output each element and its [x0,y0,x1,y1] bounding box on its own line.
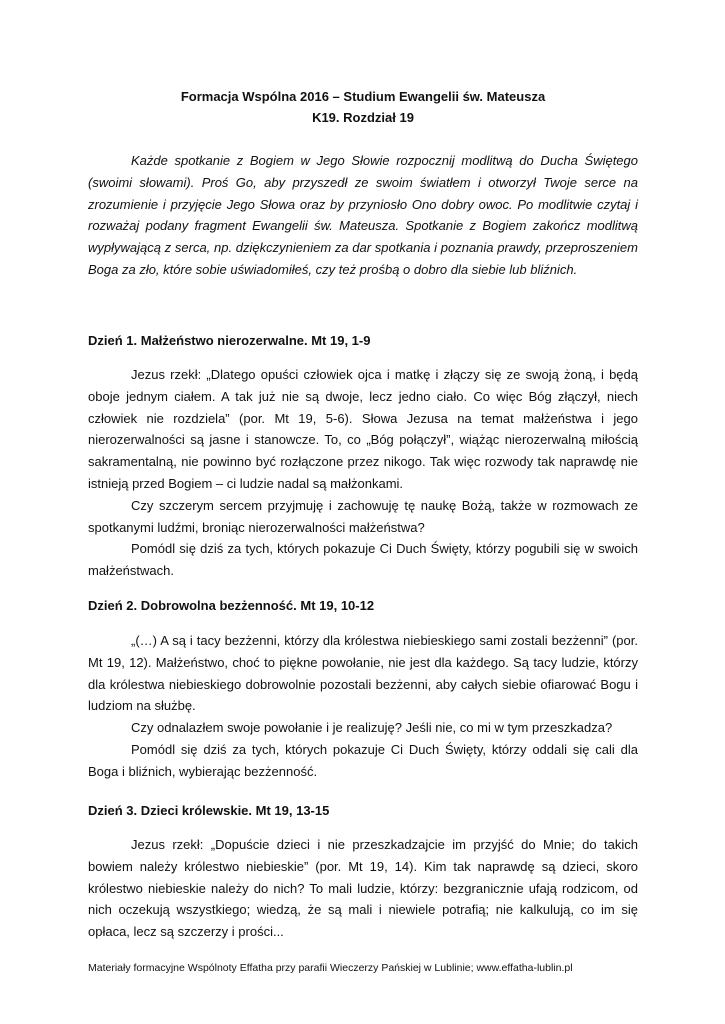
section-day-3-paragraph: Jezus rzekł: „Dopuście dzieci i nie przeszkadzajcie im przyjść do Mnie; do takich bowiem należy królestwo niebieskie” (por. Mt 19, 14). Kim tak naprawdę są dzieci, skoro królestwo niebieskie należy do nich? To mali ludzie, którzy: bezgranicznie ufają rodzicom, od nich oczekują wszystkiego; wiedzą, że są mali i niewiele potrafią; nie kalkulują, co im się opłaca, lecz są szczerzy i prości... [88,837,638,940]
section-day-1-question: Czy szczerym sercem przyjmuję i zachowuję tę naukę Bożą, także w rozmowach ze spotkanymi ludźmi, broniąc nierozerwalności małżeństwa? [88,497,638,535]
chapter-title: K19. Rozdział 19 [312,110,414,125]
section-day-2-body [88,630,638,783]
page-footer: Materiały formacyjne Wspólnoty Effatha przy parafii Wieczerzy Pańskiej w Lublinie; www.effatha-lublin.pl [88,962,573,974]
section-day-1-paragraph: Jezus rzekł: „Dlatego opuści człowiek ojca i matkę i złączy się ze swoją żoną, i będą oboje jednym ciałem. A tak już nie są dwoje, lecz jedno ciało. Co więc Bóg złączył, niech człowiek nie rozdziela” (por. Mt 19, 5-6). Słowa Jezusa na temat małżeństwa i jego nierozerwalności są jasne i stanowcze. To, co „Bóg połączył”, wiążąc nierozerwalną miłością sakramentalną, nie powinno być rozłączone przez nikogo. Tak więc rozwody tak naprawdę nie istnieją przed Bogiem – ci ludzie nadal są małżonkami. [88,367,638,491]
section-heading-day-2: Dzień 2. Dobrowolna bezżenność. Mt 19, 10-12 [88,598,375,613]
document-title: Formacja Wspólna 2016 – Studium Ewangelii św. Mateusza [180,89,546,104]
section-day-2-paragraph: „(…) A są i tacy bezżenni, którzy dla królestwa niebieskiego sami zostali bezżenni” (por. Mt 19, 12). Małżeństwo, choć to piękne powołanie, nie jest dla każdego. Są tacy ludzie, którzy dla królestwa niebieskiego dobrowolnie pozostali bezżenni, aby całych siebie ofiarować Bogu i ludziom na służbę. [88,633,638,714]
section-day-2-prayer: Pomódl się dziś za tych, których pokazuje Ci Duch Święty, którzy oddali się cali dla Boga i bliźnich, wybierając bezżenność. [88,741,638,779]
section-day-3-body [88,834,638,943]
section-day-1-body [88,364,638,582]
section-day-2-question: Czy odnalazłem swoje powołanie i je realizuję? Jeśli nie, co mi w tym przeszkadza? [131,720,613,736]
section-heading-day-1: Dzień 1. Małżeństwo nierozerwalne. Mt 19, 1-9 [88,333,371,348]
section-day-1-prayer: Pomódl się dziś za tych, których pokazuje Ci Duch Święty, którzy pogubili się w swoich małżeństwach. [88,541,638,579]
intro-paragraph: Każde spotkanie z Bogiem w Jego Słowie rozpocznij modlitwą do Ducha Świętego (swoimi słowami). Proś Go, aby przyszedł ze swoim światłem i otworzył Twoje serce na zrozumienie i przyjęcie Jego Słowa oraz by przyniosło Ono dobry owoc. Po modlitwie czytaj i rozważaj podany fragment Ewangelii św. Mateusza. Spotkanie z Bogiem zakończ modlitwą wypływającą z serca, np. dziękczynieniem za dar spotkania i poznania prawdy, przeproszeniem Boga za zło, które sobie uświadomiłeś, czy też prośbą o dobro dla siebie lub bliźnich. [88,153,638,277]
section-heading-day-3: Dzień 3. Dzieci królewskie. Mt 19, 13-15 [88,803,330,818]
